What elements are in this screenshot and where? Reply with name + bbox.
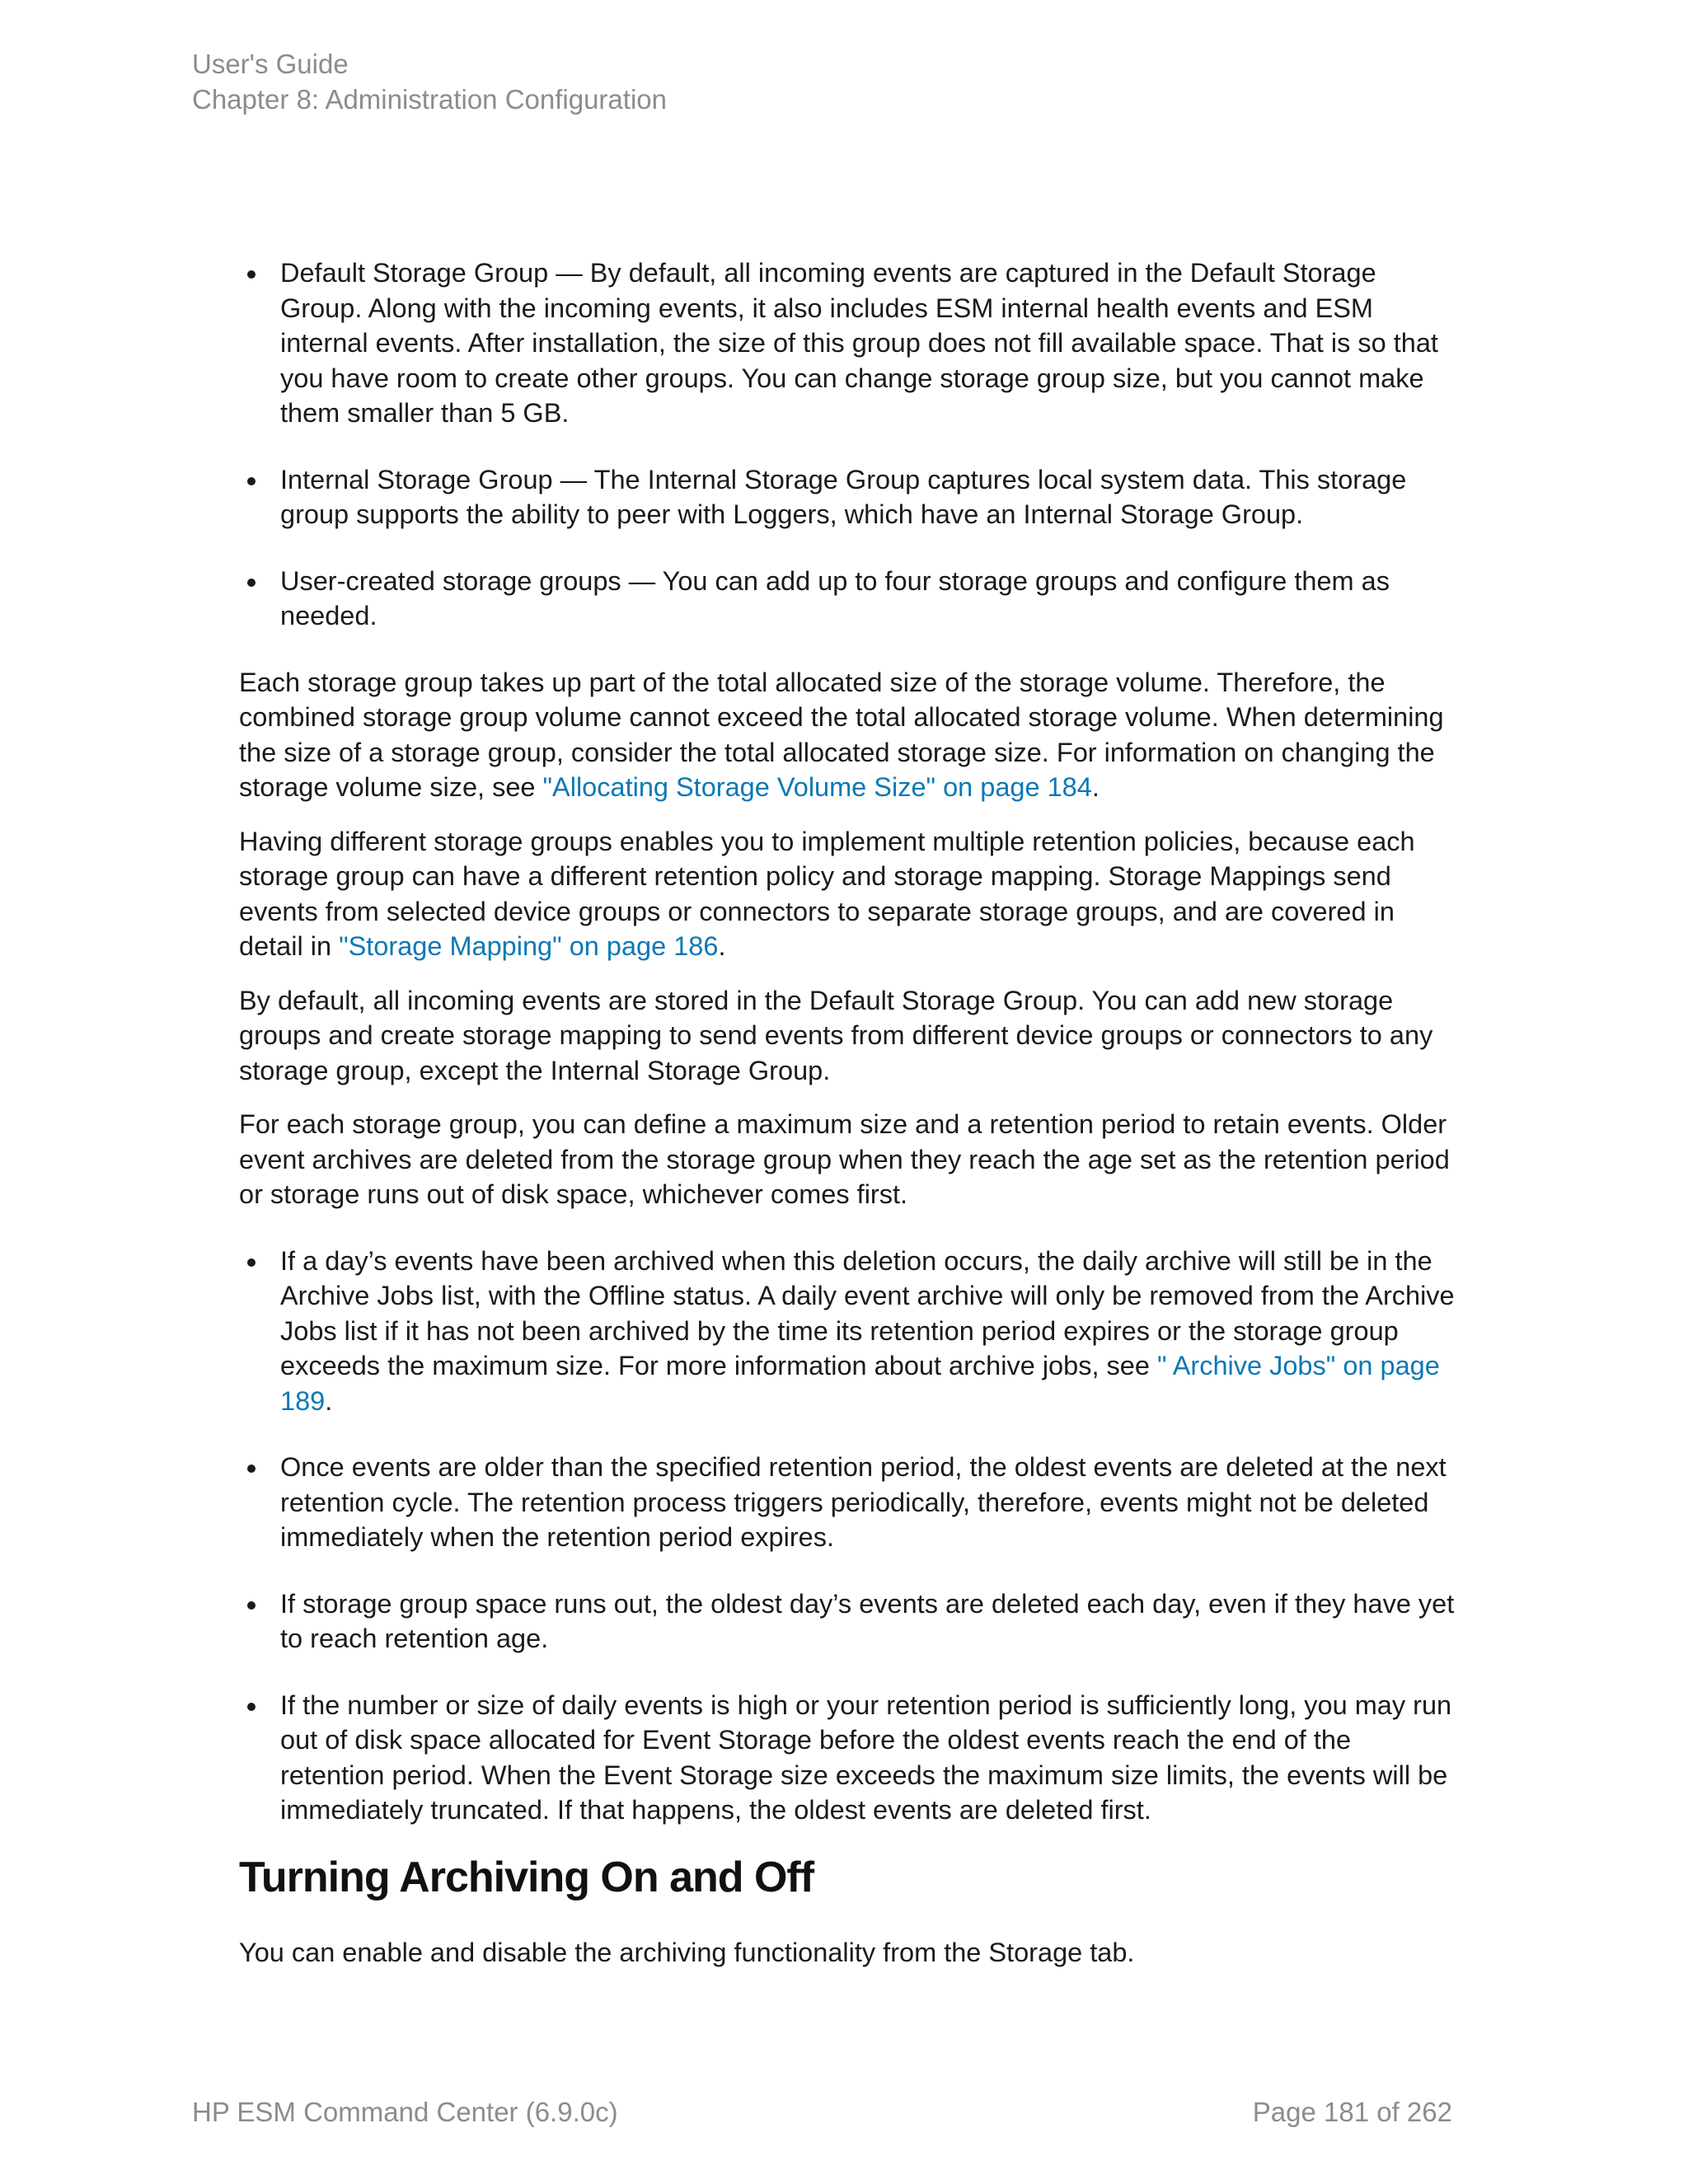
bullet-icon (247, 1601, 256, 1610)
paragraph-text: Having different storage groups enables you to implement multiple retention policies, because each storage group can have a different retention policy and storage mapping. Storage Mappings send events from selected device groups or connectors to separate storage groups, and are covered in detail in (239, 826, 1415, 961)
link-archive-jobs[interactable]: " Archive Jobs" on page 189 (280, 1351, 1440, 1416)
list-item (239, 564, 1455, 634)
section-heading: Turning Archiving On and Off (239, 1853, 814, 1901)
page-content (239, 255, 1455, 1989)
list-item (239, 1688, 1455, 1828)
list-item-text: Default Storage Group — By default, all incoming events are captured in the Default Storage Group. Along with the incoming events, it also includes ESM internal health events and ESM internal events. After installation, the size of this group does not fill available space. That is so that you have room to create other groups. You can change storage group size, but you cannot make them smaller than 5 GB. (280, 258, 1438, 428)
paragraph-text: Each storage group takes up part of the total allocated size of the storage volume. Therefore, the combined storage group volume cannot exceed the total allocated storage volume. When determining the size of a storage group, consider the total allocated storage size. For information on changing the storage volume size, see (239, 667, 1444, 802)
paragraph-default-group: By default, all incoming events are stored in the Default Storage Group. You can add new storage groups and create storage mapping to send events from different device groups or connectors to any storage group, except the Internal Storage Group. (239, 985, 1433, 1085)
list-item-text: . (325, 1385, 333, 1416)
link-allocating-storage-volume-size[interactable]: "Allocating Storage Volume Size" on page 184 (542, 772, 1092, 802)
paragraph-retention-policies (239, 824, 1455, 964)
list-item (239, 462, 1455, 532)
list-item-text: Once events are older than the specified retention period, the oldest events are deleted at the next retention cycle. The retention process triggers periodically, therefore, events might not be deleted immediately when the retention period expires. (280, 1452, 1447, 1552)
running-header (192, 46, 667, 117)
paragraph-storage-volume (239, 665, 1455, 805)
paragraph-text: . (1091, 772, 1100, 802)
list-item (239, 1450, 1455, 1555)
section-intro: You can enable and disable the archiving functionality from the Storage tab. (239, 1937, 1135, 1967)
paragraph-text: . (718, 931, 726, 961)
list-item-text: If the number or size of daily events is high or your retention period is sufficiently long, you may run out of disk space allocated for Event Storage before the oldest events reach the end of the retention period. When the Event Storage size exceeds the maximum size limits, the events will be immediately truncated. If that happens, the oldest events are deleted first. (280, 1690, 1452, 1825)
link-storage-mapping[interactable]: "Storage Mapping" on page 186 (339, 931, 719, 961)
list-item (239, 1244, 1455, 1419)
footer-product: HP ESM Command Center (6.9.0c) (192, 2097, 618, 2127)
bullet-icon (247, 579, 256, 587)
storage-groups-list (239, 255, 1455, 634)
list-item-text: User-created storage groups — You can add up to four storage groups and configure them as needed. (280, 565, 1390, 630)
guide-title: User's Guide (192, 49, 349, 79)
bullet-icon (247, 1703, 256, 1711)
list-item-text: If storage group space runs out, the oldest day’s events are deleted each day, even if they have yet to reach retention age. (280, 1588, 1455, 1653)
list-item (239, 255, 1455, 431)
retention-list (239, 1244, 1455, 1828)
paragraph-max-size: For each storage group, you can define a maximum size and a retention period to retain events. Older event archives are deleted from the storage group when they reach the age set as the retention period or storage runs out of disk space, whichever comes first. (239, 1109, 1450, 1209)
list-item-text: Internal Storage Group — The Internal Storage Group captures local system data. This storage group supports the ability to peer with Loggers, which have an Internal Storage Group. (280, 464, 1407, 529)
list-item-text: If a day’s events have been archived when this deletion occurs, the daily archive will still be in the Archive Jobs list, with the Offline status. A daily event archive will only be removed from the Archive Jobs list if it has not been archived by the time its retention period expires or the storage group exceeds the maximum size. For more information about archive jobs, see (280, 1245, 1455, 1380)
list-item (239, 1586, 1455, 1657)
bullet-icon (247, 270, 256, 279)
bullet-icon (247, 1258, 256, 1267)
chapter-title: Chapter 8: Administration Configuration (192, 84, 667, 115)
bullet-icon (247, 1465, 256, 1473)
footer-page-number: Page 181 of 262 (1252, 2097, 1452, 2127)
bullet-icon (247, 477, 256, 485)
